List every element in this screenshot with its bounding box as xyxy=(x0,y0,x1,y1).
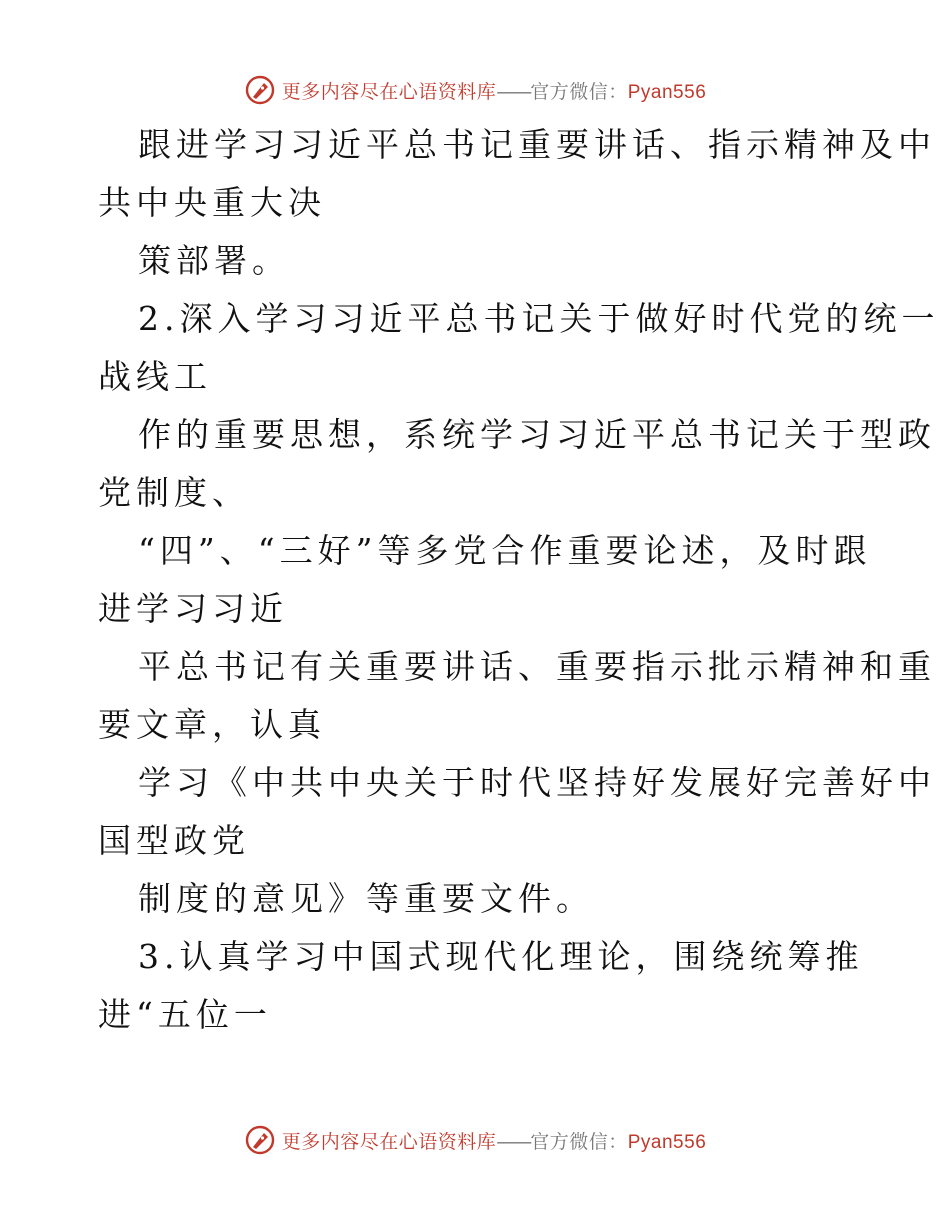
text-line: 3.认真学习中国式现代化理论，围绕统筹推 xyxy=(138,937,864,976)
text-line: 策部署。 xyxy=(138,241,290,280)
footer-banner-contact-label: 官方微信： xyxy=(530,1130,628,1153)
text-line: 共中央重大决 xyxy=(98,183,326,222)
footer-banner-contact-value: Pyan556 xyxy=(627,1131,707,1153)
text-line: 作的重要思想，系统学习习近平总书记关于型政 xyxy=(138,415,936,454)
pen-nib-icon xyxy=(244,1124,276,1156)
text-line: 学习《中共中央关于时代坚持好发展好完善好中 xyxy=(138,763,936,802)
text-line: 进学习习近 xyxy=(98,589,288,628)
text-line: 要文章，认真 xyxy=(98,705,326,744)
text-line: 党制度、 xyxy=(98,473,250,512)
text-line: “四”、“三好”等多党合作重要论述，及时跟 xyxy=(138,531,872,570)
footer-banner-text xyxy=(282,1127,707,1154)
pen-nib-icon xyxy=(244,74,276,106)
text-line: 2.深入学习习近平总书记关于做好时代党的统一 xyxy=(138,299,940,338)
text-line: 进“五位一 xyxy=(98,995,272,1034)
footer-banner-main: 更多内容尽在心语资料库 xyxy=(281,1130,497,1153)
header-banner-separator: —— xyxy=(496,80,531,103)
text-line: 国型政党 xyxy=(98,821,250,860)
text-line: 跟进学习习近平总书记重要讲话、指示精神及中 xyxy=(138,125,936,164)
header-banner-contact-label: 官方微信： xyxy=(530,80,628,103)
header-banner-text xyxy=(282,77,707,104)
text-line: 战线工 xyxy=(98,357,212,396)
header-banner-contact-value: Pyan556 xyxy=(627,81,707,103)
footer-banner-separator: —— xyxy=(496,1130,531,1153)
text-line: 制度的意见》等重要文件。 xyxy=(138,879,594,918)
header-banner-main: 更多内容尽在心语资料库 xyxy=(281,80,497,103)
text-line: 平总书记有关重要讲话、重要指示批示精神和重 xyxy=(138,647,936,686)
header-banner xyxy=(0,70,950,110)
document-body xyxy=(98,116,940,1044)
footer-banner xyxy=(0,1120,950,1160)
